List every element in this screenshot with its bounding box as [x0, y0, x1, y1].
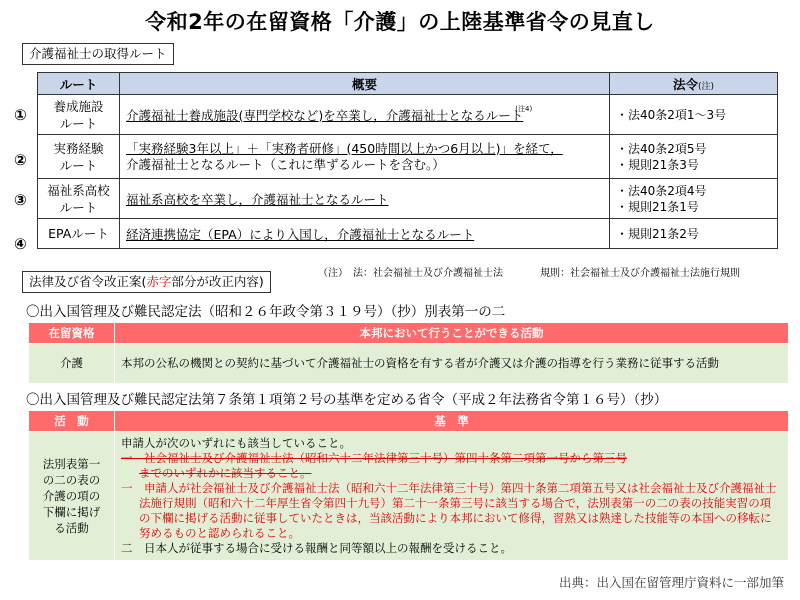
route-number-4: ④ [14, 235, 27, 253]
heading-immigration-act: 〇出入国管理及び難民認定法（昭和２６年政令第３１９号）（抄）別表第一の二 [26, 304, 506, 320]
activity-cell: 本邦の公私の機関との契約に基づいて介護福祉士の資格を有する者が介護又は介護の指導を行う業務に従事する活動 [115, 344, 789, 384]
table-row [38, 219, 778, 249]
amendment-label: 法律及び省令改正案(赤字部分が改正内容) [22, 271, 271, 293]
header-criteria: 基 準 [115, 411, 789, 432]
header-activity: 本邦において行うことができる活動 [115, 323, 789, 344]
header-summary: 概要 [120, 73, 610, 95]
status-cell: 介護 [29, 344, 115, 384]
table-row [38, 179, 778, 219]
header-law: 法令(注) [610, 73, 778, 95]
criteria-intro: 申請人が次のいずれにも該当していること。 [121, 436, 351, 450]
route-name: 養成施設 ルート [38, 95, 120, 135]
header-activity-type: 活 動 [29, 411, 115, 432]
route-name: 福祉系高校 ルート [38, 179, 120, 219]
route-summary: 介護福祉士養成施設(専門学校など)を卒業し，介護福祉士となるルート$^{(注4)}$ [120, 95, 610, 135]
route-summary: 福祉系高校を卒業し，介護福祉士となるルート [120, 179, 610, 219]
footnote-rule: 規則：社会福祉士及び介護福祉士法施行規則 [540, 268, 740, 279]
table-row [29, 344, 789, 384]
route-number-3: ③ [14, 191, 27, 209]
table-row [29, 432, 789, 561]
criteria-deleted-1: 一 社会福祉士及び介護福祉士法（昭和六十二年法律第三十号）第四十条第二項第一号から第三号 [121, 451, 627, 465]
route-number-2: ② [14, 151, 27, 169]
route-name: EPAルート [38, 219, 120, 249]
criteria-table [28, 410, 789, 561]
route-name: 実務経験 ルート [38, 135, 120, 179]
page-title: 令和2年の在留資格「介護」の上陸基準省令の見直し [145, 10, 655, 34]
activity-type-cell: 法別表第一 の二の表の 介護の項の 下欄に掲げ る活動 [29, 432, 115, 561]
routes-header-row [38, 73, 778, 95]
source-credit: 出典：出入国在留管理庁資料に一部加筆 [558, 575, 784, 590]
table-row [38, 95, 778, 135]
footnote-law: （注） 法：社会福祉士及び介護福祉士法 [318, 268, 503, 279]
route-law: ・法40条2項4号 ・規則21条1号 [610, 179, 778, 219]
route-summary: 経済連携協定（EPA）により入国し，介護福祉士となるルート [120, 219, 610, 249]
route-law: ・法40条2項1～3号 [610, 95, 778, 135]
routes-table [37, 72, 778, 249]
table-row [38, 135, 778, 179]
residence-status-table [28, 322, 789, 384]
heading-ministerial-ordinance: 〇出入国管理及び難民認定法第７条第１項第２号の基準を定める省令（平成２年法務省令第１６号）（抄） [26, 392, 668, 408]
criteria-deleted-2: までのいずれかに該当すること。 [139, 466, 312, 480]
route-law: ・規則21条2号 [610, 219, 778, 249]
criteria-item-1: 一 申請人が社会福祉士及び介護福祉士法（昭和六十二年法律第三十号）第四十条第二項第五号又は社会福祉士及び介護福祉士法施行規則（昭和六十二年厚生省令第四十九号）第二十一条第三号に該当する場合で，法別表第一の二の表の技能実習の項の下欄に掲げる活動に従事していたときは，当該活動により本邦において修得，習熟又は熟達した技能等の本国への移転に努めるものと認められること。 [121, 481, 777, 540]
header-route: ルート [38, 73, 120, 95]
criteria-item-2: 二 日本人が従事する場合に受ける報酬と同等額以上の報酬を受けること。 [121, 541, 512, 555]
criteria-cell [115, 432, 789, 561]
route-law: ・法40条2項5号 ・規則21条3号 [610, 135, 778, 179]
route-number-1: ① [14, 106, 27, 124]
header-status: 在留資格 [29, 323, 115, 344]
routes-section-label: 介護福祉士の取得ルート [22, 43, 174, 65]
route-summary: 「実務経験3年以上」＋「実務者研修」(450時間以上かつ6月以上)」を経て， 介護福祉士となるルート（これに準ずるルートを含む。） [120, 135, 610, 179]
